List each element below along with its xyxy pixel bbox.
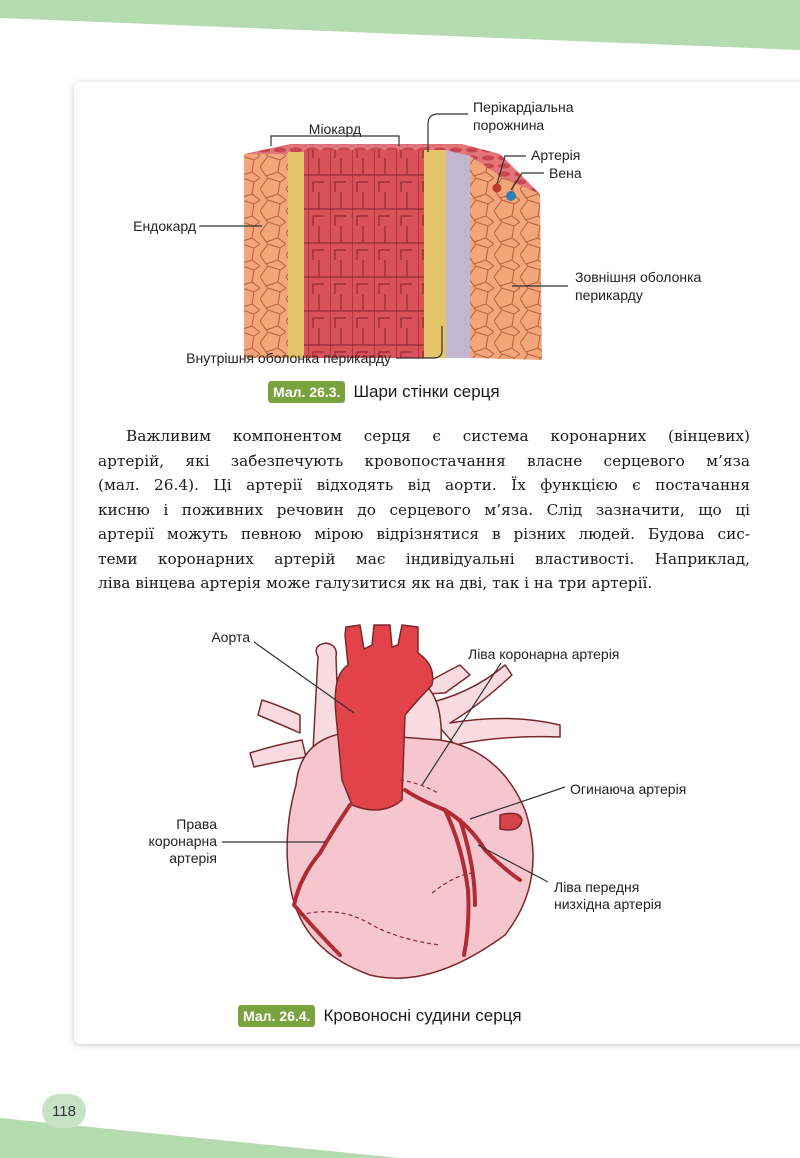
inner-layer-stripe: [288, 152, 306, 358]
label-outer-pericardium-line2: перикарду: [575, 287, 643, 303]
figure-26-4-caption-text: Кровоносні судини серця: [323, 1006, 522, 1025]
top-green-band: [0, 0, 800, 50]
figure-26-3-caption-text: Шари стінки серця: [353, 382, 500, 401]
artery-dot: [493, 184, 502, 193]
label-vein: Вена: [549, 165, 582, 181]
label-outer-pericardium-line1: Зовнішня оболонка: [575, 269, 702, 285]
pericardial-cavity-layer: [446, 150, 470, 358]
page-number: 118: [42, 1094, 86, 1128]
heart-body: [287, 733, 533, 978]
heart-wall-figure: [0, 90, 800, 380]
paragraph-line: ліва вінцева артерія може галузитися як на дві, так і на три артерії.: [98, 574, 653, 592]
paragraph-line: артерії можуть певною мірою відрізнятися в різних людей. Будова сис-: [98, 525, 750, 543]
label-right-coronary: [149, 816, 218, 866]
body-paragraph: [98, 424, 750, 596]
label-right-coronary-line1: Права: [176, 816, 217, 832]
endocard-layer: [244, 154, 290, 358]
label-aorta: Аорта: [211, 629, 250, 645]
paragraph-line: теми коронарних артерій має індивідуальні властивості. Наприклад,: [98, 549, 750, 568]
label-outer-pericardium: [575, 269, 702, 303]
label-lad: [554, 879, 661, 912]
label-left-coronary: Ліва коронарна артерія: [468, 646, 620, 662]
paragraph-line: Важливим компонентом серця є система коронарних (вінцевих): [126, 427, 750, 445]
paragraph-line: (мал. 26.4). Ці артерії відходять від аорти. Їх функцією є постачання: [98, 476, 750, 494]
label-circumflex: Огинаюча артерія: [570, 781, 687, 797]
label-inner-pericardium: Внутрішня оболонка перикарду: [186, 350, 391, 366]
figure-26-4-caption: [238, 1005, 522, 1027]
label-lad-line2: низхідна артерія: [554, 896, 662, 912]
paragraph-line: артерій, які забезпечують кровопостачання власне серцевого м’яза: [98, 451, 750, 470]
label-artery: Артерія: [531, 147, 581, 163]
label-right-coronary-line3: артерія: [169, 850, 217, 866]
label-myocard: Міокард: [308, 121, 362, 137]
figure-26-4-badge: Мал. 26.4.: [238, 1005, 315, 1027]
figure-26-3-caption: [268, 381, 500, 403]
myocard-layer: [304, 150, 426, 358]
heart-vessels-figure: [0, 605, 800, 1000]
label-lad-line1: Ліва передня: [554, 879, 640, 895]
label-right-coronary-line2: коронарна: [148, 833, 217, 849]
figure-26-3-badge: Мал. 26.3.: [268, 381, 345, 403]
vein-dot: [506, 191, 516, 201]
label-pericardial-cavity: [473, 99, 574, 133]
label-endocard: Ендокард: [133, 218, 196, 234]
label-pericardial-cavity-line1: Перікардіальна: [473, 99, 574, 115]
pericardium-stripe: [424, 150, 446, 358]
paragraph-line: кисню і поживних речовин до серцевого м’яза. Слід зазначити, що ці: [98, 500, 750, 519]
label-pericardial-cavity-line2: порожнина: [473, 117, 545, 133]
